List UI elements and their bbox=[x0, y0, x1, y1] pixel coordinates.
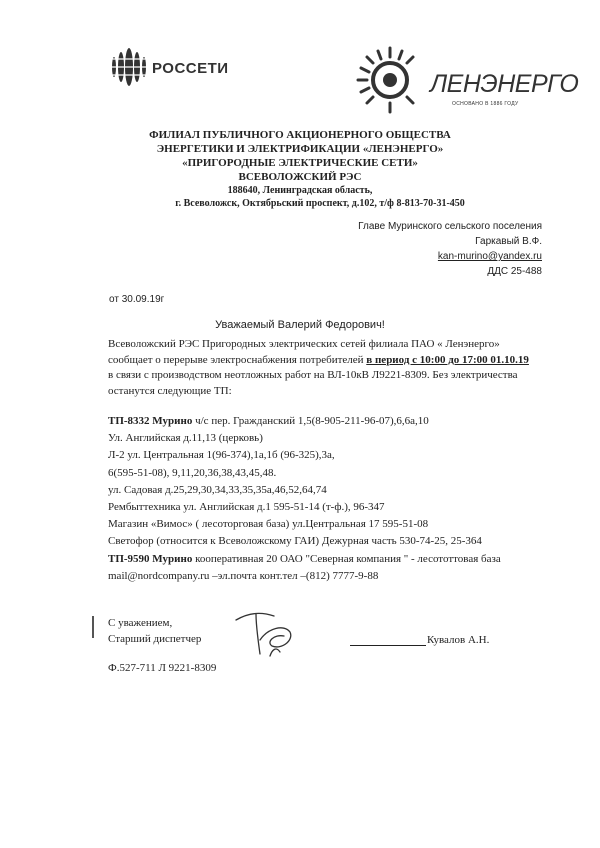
addressee-dds: ДДС 25-488 bbox=[487, 266, 542, 277]
addressee-title: Главе Муринского сельского поселения bbox=[358, 221, 542, 232]
intro-line-1: Всеволожский РЭС Пригородных электрических сетей филиала ПАО « Ленэнерго» bbox=[108, 338, 500, 350]
lenenergo-tagline: ОСНОВАНО В 1886 ГОДУ bbox=[452, 101, 519, 107]
rosseti-emblem-icon bbox=[108, 44, 154, 90]
list-item bbox=[108, 551, 578, 568]
handwritten-signature bbox=[232, 606, 304, 662]
header-address-line-2: г. Всеволожск, Октябрьский проспект, д.102, т/ф 8-813-70-31-450 bbox=[175, 198, 465, 209]
lenenergo-sun-icon bbox=[345, 44, 435, 116]
header-line-2: ЭНЕРГЕТИКИ И ЭЛЕКТРИФИКАЦИИ «ЛЕНЭНЕРГО» bbox=[156, 143, 444, 155]
header-line-4: ВСЕВОЛОЖСКИЙ РЭС bbox=[238, 171, 362, 183]
intro-line-4: останутся следующие ТП: bbox=[108, 384, 232, 397]
list-item: mail@nordcompany.ru –эл.почта конт.тел –(812) 7777-9-88 bbox=[108, 569, 379, 582]
signatory-position: Старший диспетчер bbox=[108, 633, 202, 645]
tp-8332-label: ТП-8332 Мурино bbox=[108, 415, 193, 427]
intro-line-3: в связи с производством неотложных работ на ВЛ-10кВ Л9221-8309. Без электричества bbox=[108, 369, 518, 381]
list-item: Ул. Английская д.11,13 (церковь) bbox=[108, 432, 263, 445]
greeting: Уважаемый Валерий Федорович! bbox=[215, 319, 385, 331]
header-address-line-1: 188640, Ленинградская область, bbox=[227, 185, 373, 196]
regards: С уважением, bbox=[108, 617, 173, 629]
addressee-name: Гаркавый В.Ф. bbox=[475, 236, 542, 247]
tp-9590-label: ТП-9590 Мурино bbox=[108, 552, 193, 565]
intro-line-2 bbox=[108, 353, 568, 369]
intro-line-2-text: сообщает о перерыве электроснабжения потребителей bbox=[108, 353, 367, 366]
intro-paragraph bbox=[108, 337, 568, 399]
header-line-3: «ПРИГОРОДНЫЕ ЭЛЕКТРИЧЕСКИЕ СЕТИ» bbox=[182, 157, 418, 169]
signatory-name: Кувалов А.Н. bbox=[427, 634, 490, 646]
list-item bbox=[108, 413, 578, 430]
list-item: Светофор (относится к Всеволожскому ГАИ) Дежурная часть 530-74-25, 25-364 bbox=[108, 535, 482, 548]
header-line-1: ФИЛИАЛ ПУБЛИЧНОГО АКЦИОНЕРНОГО ОБЩЕСТВА bbox=[149, 129, 451, 141]
substation-list bbox=[108, 413, 578, 585]
list-item: 6(595-51-08), 9,11,20,36,38,43,45,48. bbox=[108, 466, 277, 479]
tp-8332-details: ч/с пер. Гражданский 1,5(8-905-211-96-07),6,6а,10 bbox=[192, 415, 429, 427]
lenenergo-wordmark: ЛЕНЭНЕРГО bbox=[430, 70, 579, 98]
list-item: Л-2 ул. Центральная 1(96-374),1а,1б (96-325),3а, bbox=[108, 449, 335, 462]
list-item: Магазин «Вимос» ( лесоторговая база) ул.Центральная 17 595-51-08 bbox=[108, 518, 429, 531]
addressee-email[interactable]: kan-murino@yandex.ru bbox=[437, 251, 542, 262]
list-item: ул. Садовая д.25,29,30,34,33,35,35а,46,52,64,74 bbox=[108, 483, 327, 496]
letter-date: от 30.09.19г bbox=[109, 294, 165, 305]
rosseti-wordmark: РОССЕТИ bbox=[152, 60, 229, 77]
margin-mark bbox=[92, 616, 94, 638]
tp-9590-details: кооперативная 20 ОАО "Северная компания " - лесототтовая база bbox=[192, 552, 501, 565]
signature-line bbox=[350, 645, 426, 646]
outage-period: в период с 10:00 до 17:00 01.10.19 bbox=[366, 353, 529, 366]
footer-reference: Ф.527-711 Л 9221-8309 bbox=[108, 662, 217, 674]
list-item: Рембыттехника ул. Английская д.1 595-51-14 (т-ф.), 96-347 bbox=[108, 501, 385, 514]
